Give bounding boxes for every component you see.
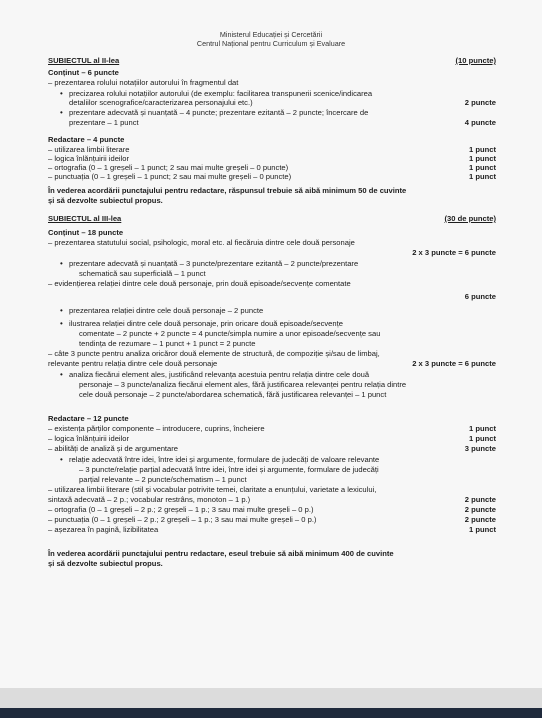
s2-bullet-b-cont: prezentare – 1 punct 4 puncte (69, 118, 496, 127)
content-title-iii: Conținut – 18 puncte (48, 228, 124, 237)
s3-bullet-cont: cele două personaje – 2 puncte/abordarea schematică, fără justificarea relevanței – 1 punct (79, 390, 387, 399)
bullet-icon: • (60, 108, 63, 117)
s3-red-row: sintaxă adecvată – 2 p.; vocabular restrâns, monoton – 1 p.) 2 puncte (48, 495, 496, 504)
s3-bullet: • ilustrarea relației dintre cele două personaje, prin oricare două episoade/secvențe (60, 319, 343, 328)
s3-red-bullet: • relație adecvată între idei, între idei și argumente, formulare de judecăți de valoare relevante (60, 455, 380, 464)
bullet-icon: • (60, 306, 63, 315)
s3-content-line: – prezentarea statutului social, psihologic, moral etc. al fiecăruia dintre cele două personaje (48, 238, 355, 247)
s3-bullet-cont: personaje – 3 puncte/analiza fiecărui element ales, fără justificarea relevanței pentru relația dintre (79, 380, 407, 389)
s3-red-row: – existența părților componente – introducere, cuprins, încheiere 1 punct (48, 424, 496, 433)
s2-bullet-b: • prezentare adecvată și nuanțată – 4 puncte; prezentare ezitantă – 2 puncte; încercare de (60, 108, 369, 117)
header-center: Centrul Național pentru Curriculum și Evaluare (196, 39, 346, 48)
s3-bullet: • prezentare adecvată și nuanțată – 3 puncte/prezentare ezitantă – 2 puncte/prezentare (60, 259, 359, 268)
s3-note-line2: și să dezvolte subiectul propus. (48, 559, 163, 568)
section-title-iii-text: SUBIECTUL al III-lea (48, 214, 122, 223)
s3-content-line: relevante pentru relația dintre cele două personaje 2 x 3 puncte = 6 puncte (48, 359, 496, 368)
s3-bullet-cont: comentate – 2 puncte + 2 puncte = 4 puncte/simpla numire a unor episoade/secvențe sau (79, 329, 381, 338)
bullet-icon: • (60, 455, 63, 464)
s3-red-row: – punctuația (0 – 1 greșeli – 2 p.; 2 greșeli – 1 p.; 3 sau mai multe greșeli – 0 p.) 2 puncte (48, 515, 496, 524)
s2-note-line1: În vederea acordării punctajului pentru redactare, răspunsul trebuie să aibă minimum 50 de cuvinte (48, 186, 407, 195)
document-page: Ministerul Educației și Cercetării Centrul Național pentru Curriculum și Evaluare SUBIECTUL al II-lea (10 puncte) Conținut – 6 puncte – prezentarea rolului notațiilor autorului în fragmentul dat • precizarea rolului notațiilor autorului (de exemplu: facilitarea transpunerii scenice/indicarea detaliilor scenografice/caracterizarea personajului etc.) 2 puncte • prezentare adecvată și nuanțată – 4 puncte; prezentare ezitantă – 2 puncte; încercare de prezentare – 1 punct 4 puncte Redactare – 4 puncte – utilizarea limbii literare 1 punct – logica înlănțuirii ideilor 1 punct – ortografia (0 – 1 greșeli – 1 punct; 2 sau mai multe greșeli – 0 puncte) 1 punct – punctuația (0 – 1 greșeli – 1 punct; 2 sau mai multe greșeli – 0 puncte) 1 punct În vederea acordării punctajului pentru redactare, răspunsul trebuie să aibă minimum 50 de cuvinte și să dezvolte subiectul propus. SUBIECTUL al III-lea (30 de puncte) Conținut – 18 puncte – prezentarea statutului social, psihologic, moral etc. al fiecăruia dintre cele două personaje 2 x 3 puncte = 6 puncte • prezentare adecvată și nuanțată – 3 puncte/prezentare ezitantă – 2 puncte/prezentare schematică sau superficială – 1 punct – evidențierea relației dintre cele două personaje, prin două episoade/secvențe comentate 6 puncte • prezentarea relației dintre cele două personaje – 2 puncte • ilustrarea relației dintre cele două personaje, prin oricare două episoade/secvențe comentate – 2 puncte + 2 puncte = 4 puncte/simpla numire a unor episoade/secvențe sau tendința de rezumare – 1 punct + 1 punct = 2 puncte – câte 3 puncte pentru analiza oricăror două elemente de structură, de compoziție și/sau de limbaj, relevante pentru relația dintre cele două personaje 2 x 3 puncte = 6 puncte • analiza fiecărui element ales, justificând relevanța acestuia pentru relația dintre cele două personaje – 3 puncte/analiza fiecărui element ales, fără justificarea relevanței pentru relația dintre cele două personaje – 2 puncte/abordarea schematică, fără justificarea relevanței – 1 punct Redactare – 12 puncte – existența părților componente – introducere, cuprins, încheiere 1 punct – logica înlănțuirii ideilor 1 punct – abilități de analiză și de argumentare 3 puncte • relație adecvată între idei, între idei și argumente, formulare de judecăți de valoare relevante – 3 puncte/relație parțial adecvată între idei, între idei și argumente, formulare de judecăți parțial relevante – 2 puncte/schematism – 1 punct – utilizarea limbii literare (stil și vocabular potrivite temei, claritate a enunțului, varietate a lexicului, sintaxă adecvată – 2 p.; vocabular restrâns, monoton – 1 p.) 2 puncte – ortografia (0 – 1 greșeli – 2 p.; 2 greșeli – 1 p.; 3 sau mai multe greșeli – 0 p.) 2 puncte – punctuația (0 – 1 greșeli – 2 p.; 2 greșeli – 1 p.; 3 sau mai multe greșeli – 0 p.) 2 puncte – așezarea în pagină, lizibilitatea 1 punct În vederea acordării punctajului pentru redactare, eseul trebuie să aibă minimum 400 de cuvinte și să dezvolte subiectul propus. (0, 0, 542, 688)
s3-red-row: – logica înlănțuirii ideilor 1 punct (48, 434, 496, 443)
s3-red-row: – abilități de analiză și de argumentare 3 puncte (48, 444, 496, 453)
s2-red-row: – logica înlănțuirii ideilor 1 punct (48, 154, 496, 163)
redactare-title-ii: Redactare – 4 puncte (48, 135, 125, 144)
s2-red-row: – ortografia (0 – 1 greșeli – 1 punct; 2 sau mai multe greșeli – 0 puncte) 1 punct (48, 163, 496, 172)
bullet-icon: • (60, 259, 63, 268)
s2-bullet-a: • precizarea rolului notațiilor autorului (de exemplu: facilitarea transpunerii scenice/indicarea (60, 89, 373, 98)
s3-red-bullet-cont: parțial relevante – 2 puncte/schematism – 1 punct (79, 475, 247, 484)
s3-red-bullet-cont: – 3 puncte/relație parțial adecvată între idei, între idei și argumente, formulare de judecăți (79, 465, 379, 474)
navigation-strip (0, 708, 542, 718)
section-title-iii (48, 214, 496, 223)
s3-note-line1: În vederea acordării punctajului pentru redactare, eseul trebuie să aibă minimum 400 de cuvinte (48, 549, 394, 558)
s2-red-row: – utilizarea limbii literare 1 punct (48, 145, 496, 154)
content-title-ii: Conținut – 6 puncte (48, 68, 119, 77)
s3-red-row: – utilizarea limbii literare (stil și vocabular potrivite temei, claritate a enunțului, varietate a lexicului, (48, 485, 377, 494)
s2-bullet-a-cont: detaliilor scenografice/caracterizarea personajului etc.) 2 puncte (69, 98, 496, 107)
bullet-icon: • (60, 89, 63, 98)
s2-content-line: – prezentarea rolului notațiilor autorului în fragmentul dat (48, 78, 239, 87)
s3-red-row: – așezarea în pagină, lizibilitatea 1 punct (48, 525, 496, 534)
s3-red-row: – ortografia (0 – 1 greșeli – 2 p.; 2 greșeli – 1 p.; 3 sau mai multe greșeli – 0 p.) 2 puncte (48, 505, 496, 514)
s3-bullet: • analiza fiecărui element ales, justificând relevanța acestuia pentru relația dintre cele două (60, 370, 370, 379)
bullet-icon: • (60, 319, 63, 328)
redactare-title-iii: Redactare – 12 puncte (48, 414, 129, 423)
s3-bullet-cont: schematică sau superficială – 1 punct (79, 269, 206, 278)
s3-content-line: – evidențierea relației dintre cele două personaje, prin două episoade/secvențe comentate (48, 279, 351, 288)
header-ministry: Ministerul Educației și Cercetării (219, 30, 323, 39)
section-ii-points: (10 puncte) (455, 56, 496, 65)
s3-bullet-cont: tendința de rezumare – 1 punct + 1 punct = 2 puncte (79, 339, 256, 348)
s2-note-line2: și să dezvolte subiectul propus. (48, 196, 163, 205)
section-title-ii-text: SUBIECTUL al II-lea (48, 56, 120, 65)
s3-content-line: – câte 3 puncte pentru analiza oricăror două elemente de structură, de compoziție și/sau de limbaj, (48, 349, 380, 358)
bullet-icon: • (60, 370, 63, 379)
section-title-ii (48, 56, 496, 65)
s3-bullet: • prezentarea relației dintre cele două personaje – 2 puncte (60, 306, 264, 315)
s2-red-row: – punctuația (0 – 1 greșeli – 1 punct; 2 sau mai multe greșeli – 0 puncte) 1 punct (48, 172, 496, 181)
section-iii-points: (30 de puncte) (444, 214, 496, 223)
